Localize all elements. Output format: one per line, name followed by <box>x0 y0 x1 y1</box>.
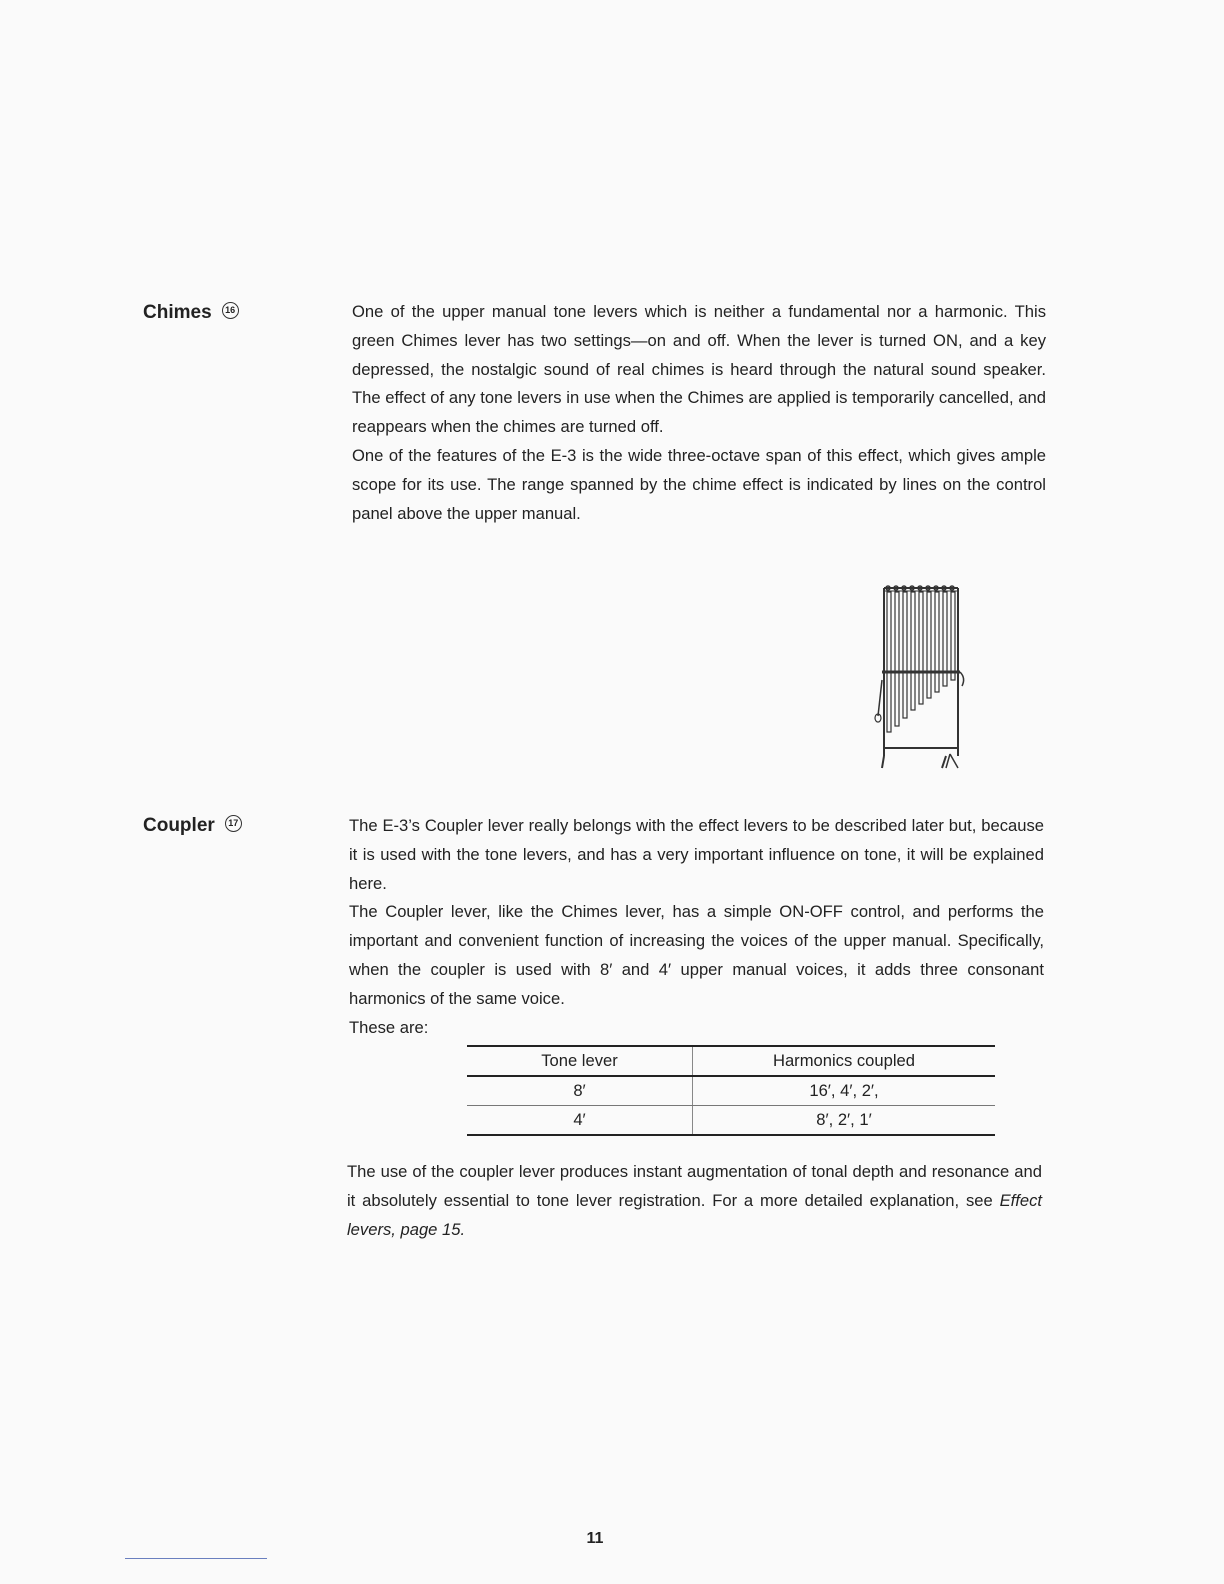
table-header-cell: Tone lever <box>467 1046 693 1076</box>
coupler-closing <box>347 1158 1042 1244</box>
coupler-paragraph: The Coupler lever, like the Chimes lever, has a simple ON-OFF control, and performs the important and convenient function of increasing the voices of the upper manual. Specifically, when the coupler is used with 8′ and 4′ upper manual voices, it adds three consonant harmonics of the same voice. <box>349 902 1044 1008</box>
effect-levers-reference: Effect levers, page 15. <box>347 1190 1042 1239</box>
chimes-heading-label: Chimes <box>143 302 212 323</box>
chimes-illustration <box>868 580 968 774</box>
table-header-row <box>467 1046 995 1076</box>
footer-rule <box>125 1558 267 1559</box>
table-row <box>467 1106 995 1136</box>
chimes-number-badge: 16 <box>222 302 239 319</box>
table-cell: 4′ <box>467 1106 693 1136</box>
coupler-heading <box>143 815 242 837</box>
page-number: 11 <box>586 1530 604 1547</box>
coupler-closing-paragraph <box>347 1158 1042 1244</box>
harmonics-table <box>467 1045 995 1136</box>
table-cell: 8′ <box>467 1076 693 1106</box>
table-row <box>467 1076 995 1106</box>
coupler-closing-text: The use of the coupler lever produces instant augmentation of tonal depth and resonance and it absolutely essential to tone lever registration. For a more detailed explanation, see <box>347 1162 1042 1210</box>
coupler-heading-label: Coupler <box>143 815 215 836</box>
coupler-paragraph: These are: <box>349 1017 429 1037</box>
coupler-body <box>349 812 1044 1042</box>
table-cell: 8′, 2′, 1′ <box>693 1106 996 1136</box>
table-cell: 16′, 4′, 2′, <box>693 1076 996 1106</box>
chimes-heading <box>143 302 239 324</box>
coupler-number-badge: 17 <box>225 815 242 832</box>
table-header-cell: Harmonics coupled <box>693 1046 996 1076</box>
chimes-paragraph: One of the upper manual tone levers which is neither a fundamental nor a harmonic. This green Chimes lever has two settings—on and off. When the lever is turned ON, and a key depressed, the nostalgic sound of real chimes is heard through the natural sound speaker. The effect of any tone levers in use when the Chimes are applied is temporarily cancelled, and reappears when the chimes are turned off. <box>352 302 1046 437</box>
coupler-paragraph: The E-3’s Coupler lever really belongs with the effect levers to be described later but, because it is used with the tone levers, and has a very important influence on tone, it will be explained here. <box>349 816 1044 893</box>
chimes-paragraph: One of the features of the E-3 is the wide three-octave span of this effect, which gives ample scope for its use. The range spanned by the chime effect is indicated by lines on the control panel above the upper manual. <box>352 445 1046 523</box>
chimes-body <box>352 298 1046 528</box>
